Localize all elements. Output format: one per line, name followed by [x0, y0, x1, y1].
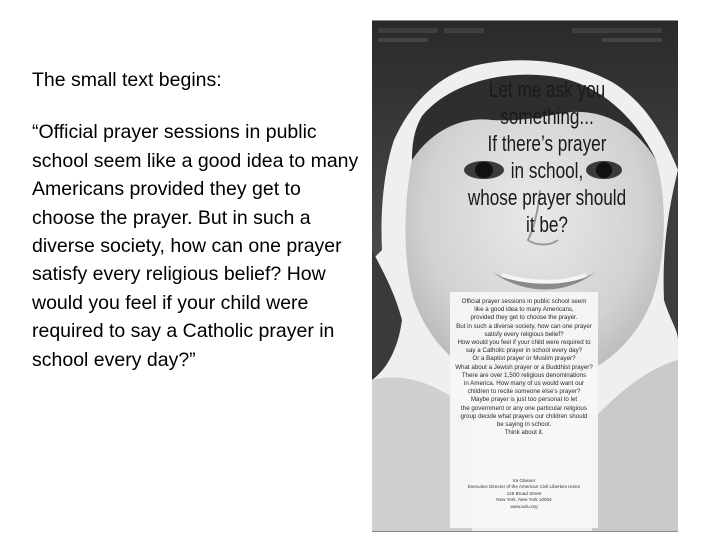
ad-top-rule	[372, 20, 678, 21]
body-line: provided they get to choose the prayer.	[470, 314, 578, 322]
ad-headline	[450, 76, 645, 238]
headline-line: whose prayer should	[467, 185, 627, 210]
body-line: What about a Jewish prayer or a Buddhist prayer?	[455, 363, 593, 371]
body-line: Or a Baptist prayer or Muslim prayer?	[472, 355, 576, 363]
body-line: the government or any one particular religious	[461, 404, 587, 412]
signature-line: Ira Glasser	[512, 478, 536, 483]
body-line: How would you feel if your child were required to	[457, 339, 591, 347]
body-line: satisfy every religious belief?	[484, 330, 564, 338]
body-line: Think about it.	[504, 429, 544, 437]
headline-line: in school,	[510, 158, 584, 183]
body-line: Official prayer sessions in public school seem	[461, 298, 587, 305]
slide-text-block	[32, 66, 362, 374]
headline-line: If there’s prayer	[487, 131, 607, 156]
ad-bottom-rule	[372, 531, 678, 532]
body-line: There are over 1,500 religious denominations	[461, 371, 587, 379]
body-line: But in such a diverse society, how can one prayer	[456, 322, 592, 330]
headline-line: Let me ask you	[488, 77, 606, 102]
body-line: children to recite someone else’s prayer?	[467, 388, 581, 396]
body-line: group decide what prayers our children should	[460, 412, 588, 420]
body-line: like a good idea to many Americans,	[474, 306, 574, 314]
headline-line: something...	[500, 104, 594, 129]
advertisement-image	[372, 20, 678, 532]
body-line: be saying in school.	[496, 421, 552, 429]
body-line: Maybe prayer is just too personal to let	[470, 396, 578, 404]
signature-line: New York, New York 10004	[496, 497, 552, 503]
signature-line: www.aclu.org	[510, 503, 538, 509]
body-line: say a Catholic prayer in school every day?	[465, 347, 583, 355]
signature-line: Executive Director of the American Civil Liberties Union	[467, 484, 581, 490]
ad-signature	[454, 478, 594, 510]
masthead-text-faded	[372, 24, 678, 48]
body-line: in America. How many of us would want our	[463, 380, 585, 388]
intro-text: The small text begins:	[32, 69, 222, 91]
ad-body-text	[454, 298, 594, 437]
quote-text: “Official prayer sessions in public school seem like a good idea to many Americans provided they get to choose the prayer. But in such a diverse society, how can one prayer satisfy every religious belief? How would you feel if your child were required to say a Catholic prayer in school every day?”	[32, 121, 359, 371]
signature-line: 125 Broad Street	[506, 490, 542, 496]
headline-line: it be?	[526, 212, 568, 237]
